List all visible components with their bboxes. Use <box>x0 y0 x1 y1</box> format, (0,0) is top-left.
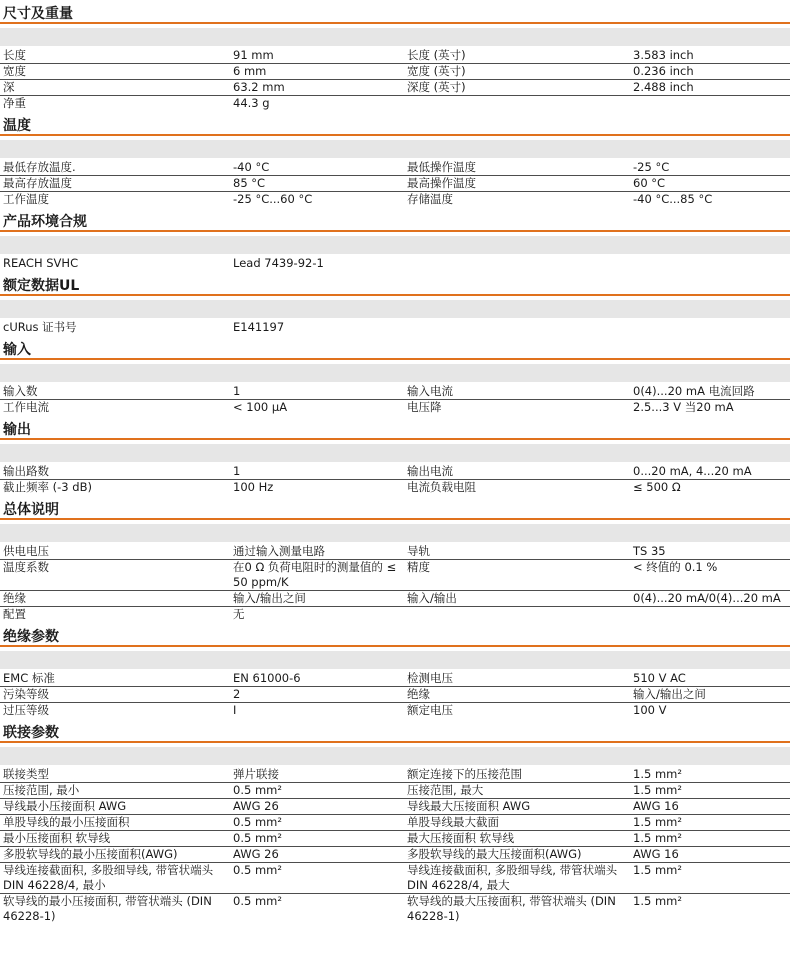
spec-value: 输入/输出之间 <box>633 687 706 701</box>
spec-label <box>400 607 630 623</box>
spec-value: 0.5 mm² <box>233 831 282 845</box>
spec-label: 供电电压 <box>3 544 49 558</box>
spec-section <box>0 627 790 719</box>
spec-label: 导线最小压接面积 AWG <box>3 799 127 813</box>
spec-value: 0.5 mm² <box>233 783 282 797</box>
spec-label: 最小压接面积 软导线 <box>3 831 111 845</box>
spec-label: 温度系数 <box>3 560 49 574</box>
spec-value: 1.5 mm² <box>633 815 682 829</box>
spec-value: 1.5 mm² <box>633 894 682 908</box>
section-band <box>0 140 790 158</box>
spec-label: 净重 <box>3 96 26 110</box>
spec-label: 最低操作温度 <box>407 160 476 174</box>
section-band <box>0 524 790 542</box>
spec-value: TS 35 <box>633 544 666 558</box>
section-title: 额定数据UL <box>0 276 790 296</box>
spec-value: 85 °C <box>233 176 266 190</box>
spec-label: 最大压接面积 软导线 <box>407 831 515 845</box>
spec-row <box>0 400 790 416</box>
spec-label: 软导线的最大压接面积, 带管状端头 (DIN 46228-1) <box>407 894 616 923</box>
spec-row <box>0 80 790 96</box>
spec-label: 宽度 (英寸) <box>407 64 466 78</box>
spec-value: 63.2 mm <box>233 80 285 94</box>
spec-label: 压接范围, 最小 <box>3 783 80 797</box>
spec-value <box>630 96 790 112</box>
spec-value: 0...20 mA, 4...20 mA <box>633 464 752 478</box>
spec-value: 2 <box>233 687 241 701</box>
spec-row <box>0 671 790 687</box>
spec-row <box>0 560 790 591</box>
spec-row <box>0 783 790 799</box>
spec-row <box>0 687 790 703</box>
spec-value: 1.5 mm² <box>633 863 682 877</box>
spec-value: 1 <box>233 384 241 398</box>
spec-value: 通过输入测量电路 <box>233 544 325 558</box>
section-band <box>0 28 790 46</box>
spec-row <box>0 96 790 112</box>
spec-label: 导线连接截面积, 多股细导线, 带管状端头 DIN 46228/4, 最大 <box>407 863 618 892</box>
section-band <box>0 364 790 382</box>
spec-row <box>0 544 790 560</box>
spec-value: 6 mm <box>233 64 267 78</box>
spec-label: 电压降 <box>407 400 442 414</box>
spec-value <box>630 256 790 272</box>
spec-value: AWG 16 <box>633 847 679 861</box>
spec-value: AWG 26 <box>233 847 279 861</box>
spec-label: 长度 <box>3 48 26 62</box>
spec-value: < 100 µA <box>233 400 288 414</box>
spec-row <box>0 815 790 831</box>
spec-value: 100 Hz <box>233 480 274 494</box>
spec-value: 0.236 inch <box>633 64 694 78</box>
spec-label: 输入/输出 <box>407 591 457 605</box>
spec-row <box>0 607 790 623</box>
spec-label: 检测电压 <box>407 671 453 685</box>
spec-label: 联接类型 <box>3 767 49 781</box>
spec-value: AWG 26 <box>233 799 279 813</box>
spec-value: 1.5 mm² <box>633 767 682 781</box>
spec-row <box>0 767 790 783</box>
spec-value: 1.5 mm² <box>633 783 682 797</box>
section-title: 绝缘参数 <box>0 627 790 647</box>
spec-label: 最低存放温度. <box>3 160 76 174</box>
section-title: 温度 <box>0 116 790 136</box>
spec-section <box>0 420 790 496</box>
section-title: 总体说明 <box>0 500 790 520</box>
spec-section <box>0 212 790 272</box>
spec-label: 额定连接下的压接范围 <box>407 767 522 781</box>
spec-value: I <box>233 703 237 717</box>
spec-value <box>630 320 790 336</box>
spec-label: 电流负载电阻 <box>407 480 476 494</box>
spec-row <box>0 591 790 607</box>
spec-row <box>0 192 790 208</box>
spec-label: 截止频率 (-3 dB) <box>3 480 92 494</box>
spec-row <box>0 256 790 272</box>
spec-value: 3.583 inch <box>633 48 694 62</box>
spec-label: 多股软导线的最小压接面积(AWG) <box>3 847 178 861</box>
spec-label: 多股软导线的最大压接面积(AWG) <box>407 847 582 861</box>
spec-label: 压接范围, 最大 <box>407 783 484 797</box>
spec-label: 存储温度 <box>407 192 453 206</box>
section-band <box>0 747 790 765</box>
spec-row <box>0 847 790 863</box>
spec-section <box>0 340 790 416</box>
spec-value <box>630 607 790 623</box>
spec-label: 深度 (英寸) <box>407 80 466 94</box>
section-band <box>0 444 790 462</box>
spec-row <box>0 894 790 924</box>
spec-value: 1.5 mm² <box>633 831 682 845</box>
spec-value: 无 <box>233 607 245 621</box>
spec-value: Lead 7439-92-1 <box>233 256 324 270</box>
section-band <box>0 300 790 318</box>
spec-section <box>0 276 790 336</box>
spec-value: 510 V AC <box>633 671 686 685</box>
spec-value: EN 61000-6 <box>233 671 301 685</box>
spec-row <box>0 64 790 80</box>
spec-section <box>0 723 790 924</box>
section-title: 产品环境合规 <box>0 212 790 232</box>
spec-row <box>0 160 790 176</box>
spec-label: 单股导线的最小压接面积 <box>3 815 130 829</box>
spec-value: 在0 Ω 负荷电阻时的测量值的 ≤ 50 ppm/K <box>233 560 397 589</box>
section-title: 尺寸及重量 <box>0 4 790 24</box>
spec-row <box>0 703 790 719</box>
spec-value: AWG 16 <box>633 799 679 813</box>
spec-row <box>0 480 790 496</box>
spec-label: 工作温度 <box>3 192 49 206</box>
spec-row <box>0 384 790 400</box>
spec-label: 输出路数 <box>3 464 49 478</box>
spec-row <box>0 176 790 192</box>
spec-value: 1 <box>233 464 241 478</box>
spec-label <box>400 320 630 336</box>
spec-value: -25 °C...60 °C <box>233 192 313 206</box>
spec-value: 0.5 mm² <box>233 894 282 908</box>
spec-label: 绝缘 <box>3 591 26 605</box>
spec-value: 弹片联接 <box>233 767 279 781</box>
section-band <box>0 651 790 669</box>
section-band <box>0 236 790 254</box>
spec-label: 导线连接截面积, 多股细导线, 带管状端头 DIN 46228/4, 最小 <box>3 863 214 892</box>
spec-label: 单股导线最大截面 <box>407 815 499 829</box>
spec-section <box>0 116 790 208</box>
spec-value: < 终值的 0.1 % <box>633 560 718 574</box>
spec-section <box>0 500 790 623</box>
spec-label: REACH SVHC <box>3 256 79 270</box>
spec-value: 2.488 inch <box>633 80 694 94</box>
spec-row <box>0 464 790 480</box>
spec-label: 配置 <box>3 607 26 621</box>
section-title: 联接参数 <box>0 723 790 743</box>
spec-value: 0(4)...20 mA/0(4)...20 mA <box>633 591 781 605</box>
spec-value: 0.5 mm² <box>233 863 282 877</box>
spec-label: 额定电压 <box>407 703 453 717</box>
spec-label: 绝缘 <box>407 687 430 701</box>
spec-label: 污染等级 <box>3 687 49 701</box>
section-title: 输入 <box>0 340 790 360</box>
spec-label: 最高存放温度 <box>3 176 72 190</box>
spec-label: 深 <box>3 80 15 94</box>
spec-value: 2.5...3 V 当20 mA <box>633 400 734 414</box>
spec-label: 工作电流 <box>3 400 49 414</box>
spec-value: -25 °C <box>633 160 670 174</box>
spec-label: 软导线的最小压接面积, 带管状端头 (DIN 46228-1) <box>3 894 212 923</box>
spec-label: 最高操作温度 <box>407 176 476 190</box>
spec-label: 导线最大压接面积 AWG <box>407 799 531 813</box>
spec-value: 0.5 mm² <box>233 815 282 829</box>
spec-section <box>0 4 790 112</box>
spec-label <box>400 96 630 112</box>
spec-row <box>0 863 790 894</box>
spec-value: 100 V <box>633 703 667 717</box>
spec-value: 输入/输出之间 <box>233 591 306 605</box>
spec-row <box>0 831 790 847</box>
spec-label: 导轨 <box>407 544 430 558</box>
spec-label: 过压等级 <box>3 703 49 717</box>
spec-label: 精度 <box>407 560 430 574</box>
spec-row <box>0 320 790 336</box>
spec-value: 91 mm <box>233 48 274 62</box>
spec-label: EMC 标准 <box>3 671 55 685</box>
spec-value: 44.3 g <box>233 96 270 110</box>
spec-row <box>0 799 790 815</box>
spec-label: cURus 证书号 <box>3 320 77 334</box>
spec-value: ≤ 500 Ω <box>633 480 681 494</box>
spec-label: 长度 (英寸) <box>407 48 466 62</box>
spec-label: 输入电流 <box>407 384 453 398</box>
spec-value: E141197 <box>233 320 285 334</box>
spec-label: 输入数 <box>3 384 38 398</box>
spec-value: -40 °C...85 °C <box>633 192 713 206</box>
spec-value: 0(4)...20 mA 电流回路 <box>633 384 755 398</box>
spec-label: 输出电流 <box>407 464 453 478</box>
spec-value: 60 °C <box>633 176 666 190</box>
spec-label <box>400 256 630 272</box>
section-title: 输出 <box>0 420 790 440</box>
spec-value: -40 °C <box>233 160 270 174</box>
spec-row <box>0 48 790 64</box>
spec-label: 宽度 <box>3 64 26 78</box>
